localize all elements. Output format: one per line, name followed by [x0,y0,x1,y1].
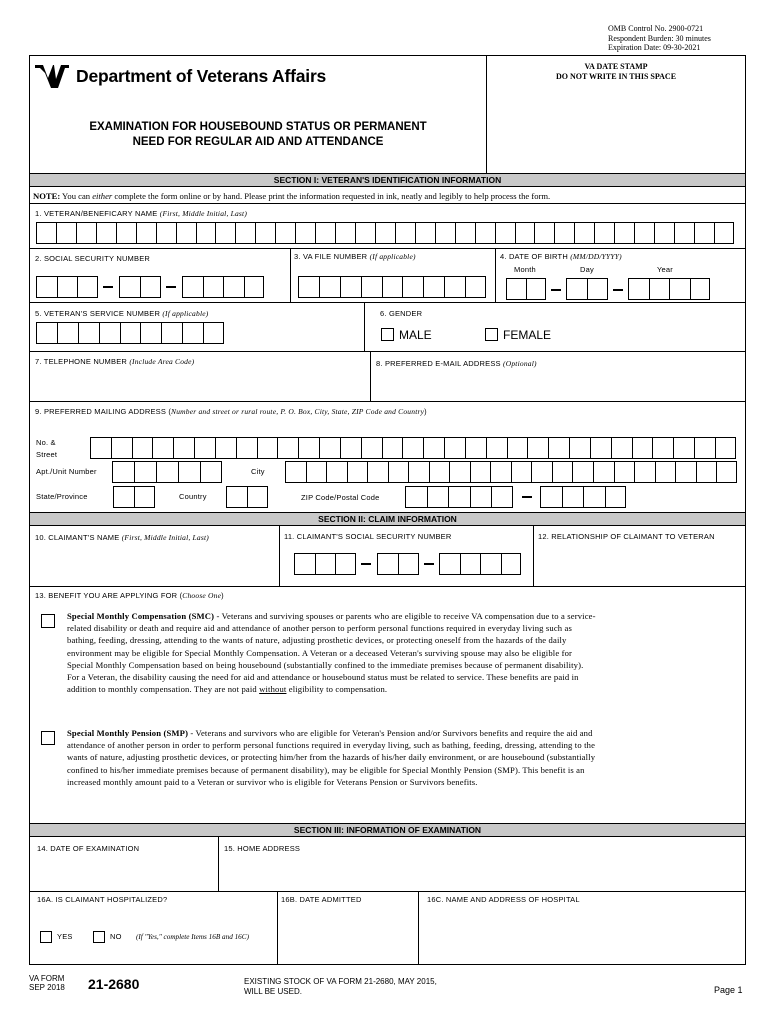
existing-stock-note: EXISTING STOCK OF VA FORM 21-2680, MAY 2015, WILL BE USED. [244,977,437,996]
char-cell[interactable] [176,222,196,244]
state-label: State/Province [36,492,88,501]
ssn-field-2[interactable] [119,276,161,298]
benefit-label: 13. BENEFIT YOU ARE APPLYING FOR (Choose One) [35,591,224,600]
char-cell[interactable] [361,276,382,298]
char-cell[interactable] [694,222,714,244]
char-cell[interactable] [367,461,388,483]
apt-label: Apt./Unit Number [36,467,97,476]
va-seal-icon [34,62,70,90]
char-cell[interactable] [455,222,475,244]
omb-control-number: OMB Control No. 2900-0721 [608,24,704,33]
char-cell[interactable] [36,322,57,344]
char-cell[interactable] [448,486,470,508]
char-cell[interactable] [480,553,501,575]
char-cell[interactable] [572,461,593,483]
char-cell[interactable] [156,222,176,244]
ssn-field-3[interactable] [182,276,264,298]
no-checkbox[interactable] [93,931,105,943]
char-cell[interactable] [587,278,608,300]
char-cell[interactable] [182,322,203,344]
char-cell[interactable] [444,437,465,459]
no-label: NO [110,932,122,941]
char-cell[interactable] [257,437,278,459]
ssn-dash [361,563,371,565]
ssn-dash [166,286,176,288]
char-cell[interactable] [223,276,244,298]
char-cell[interactable] [534,222,554,244]
char-cell[interactable] [326,461,347,483]
char-cell[interactable] [506,278,526,300]
zip-field-1[interactable] [405,486,513,508]
char-cell[interactable] [605,486,627,508]
char-cell[interactable] [634,461,655,483]
claimant-ssn-label: 11. CLAIMANT'S SOCIAL SECURITY NUMBER [284,532,452,541]
char-cell[interactable] [173,437,194,459]
omb-info [608,24,711,53]
char-cell[interactable] [540,486,562,508]
char-cell[interactable] [566,278,587,300]
char-cell[interactable] [714,222,734,244]
ssn-field-1[interactable] [36,276,98,298]
char-cell[interactable] [99,322,120,344]
page-number: Page 1 [714,985,743,995]
char-cell[interactable] [669,278,690,300]
smc-description: Special Monthly Compensation (SMC) - Veterans and surviving spouses or parents who are eligible to receive VA compensation due to a service- related disability or death and require aid and attendance of another person to perform personal functions required in everyday living such as bathing, feeding, dressing, attending to the wants of nature, adjusting prosthetic devices, or protecting oneself from the hazards of the daily environment may be eligible for Special Monthly Compensation. A Veteran or a deceased Veteran's surviving spouse may also be eligible for Special Monthly Compensation based on being housebound (substantially confined to the immediate premises because of permanent disability). For a Veteran, the disability causing the need for aid and attendance or housebound status must be related to service. These benefits are paid in addition to monthly compensation. They are not paid without eligibility to compensation. [67,611,596,695]
char-cell[interactable] [298,437,319,459]
char-cell[interactable] [515,222,535,244]
char-cell[interactable] [415,222,435,244]
char-cell[interactable] [398,553,419,575]
char-cell[interactable] [235,222,255,244]
char-cell[interactable] [96,222,116,244]
char-cell[interactable] [134,461,156,483]
char-cell[interactable] [444,276,465,298]
char-cell[interactable] [113,486,134,508]
char-cell[interactable] [507,437,528,459]
claimant-name-label: 10. CLAIMANT'S NAME (First, Middle Initial, Last) [35,533,209,542]
char-cell[interactable] [427,486,449,508]
expiration-date: Expiration Date: 09-30-2021 [608,43,701,52]
char-cell[interactable] [593,461,614,483]
char-cell[interactable] [340,437,361,459]
char-cell[interactable] [475,222,495,244]
va-file-field[interactable] [298,276,486,298]
gender-label: 6. GENDER [380,309,423,318]
form-id: VA FORM SEP 2018 [29,974,65,992]
mailing-address-label: 9. PREFERRED MAILING ADDRESS (Number and street or rural route, P. O. Box, City, State, ZIP Code and Country) [35,407,427,416]
male-checkbox[interactable] [381,328,394,341]
char-cell[interactable] [486,437,507,459]
va-file-label: 3. VA FILE NUMBER (If applicable) [294,252,416,261]
street-label: No. & Street [36,438,58,459]
char-cell[interactable] [315,222,335,244]
service-number-field[interactable] [36,322,224,344]
char-cell[interactable] [460,553,481,575]
char-cell[interactable] [57,322,78,344]
char-cell[interactable] [196,222,216,244]
char-cell[interactable] [161,322,182,344]
char-cell[interactable] [611,437,632,459]
char-cell[interactable] [36,276,57,298]
char-cell[interactable] [194,437,215,459]
char-cell[interactable] [355,222,375,244]
char-cell[interactable] [119,276,140,298]
hospital-name-label: 16C. NAME AND ADDRESS OF HOSPITAL [427,895,580,904]
date-admitted-label: 16B. DATE ADMITTED [281,895,362,904]
char-cell[interactable] [375,222,395,244]
dob-label: 4. DATE OF BIRTH (MM/DD/YYYY) [500,252,622,261]
char-cell[interactable] [574,222,594,244]
char-cell[interactable] [382,276,403,298]
char-cell[interactable] [527,437,548,459]
char-cell[interactable] [614,222,634,244]
char-cell[interactable] [395,222,415,244]
char-cell[interactable] [347,461,368,483]
char-cell[interactable] [465,276,486,298]
char-cell[interactable] [569,437,590,459]
zip-dash [522,496,532,498]
char-cell[interactable] [277,437,298,459]
char-cell[interactable] [490,461,511,483]
char-cell[interactable] [552,461,573,483]
char-cell[interactable] [200,461,222,483]
char-cell[interactable] [319,437,340,459]
char-cell[interactable] [203,322,224,344]
char-cell[interactable] [178,461,200,483]
char-cell[interactable] [76,222,96,244]
char-cell[interactable] [526,278,546,300]
char-cell[interactable] [247,486,268,508]
dob-day-field[interactable] [566,278,608,300]
street-field[interactable] [90,437,736,459]
char-cell[interactable] [491,486,513,508]
char-cell[interactable] [594,222,614,244]
char-cell[interactable] [495,222,515,244]
section-1-header: SECTION I: VETERAN'S IDENTIFICATION INFORMATION [30,173,745,187]
dob-dash [613,289,623,291]
char-cell[interactable] [90,437,111,459]
exam-date-label: 14. DATE OF EXAMINATION [37,844,140,853]
char-cell[interactable] [715,437,736,459]
section-3-header: SECTION III: INFORMATION OF EXAMINATION [30,823,745,837]
char-cell[interactable] [531,461,552,483]
char-cell[interactable] [655,461,676,483]
veteran-name-label: 1. VETERAN/BENEFICARY NAME (First, Middle Initial, Last) [35,209,248,218]
char-cell[interactable] [423,276,444,298]
char-cell[interactable] [634,222,654,244]
country-field[interactable] [226,486,268,508]
char-cell[interactable] [590,437,611,459]
char-cell[interactable] [182,276,203,298]
char-cell[interactable] [156,461,178,483]
city-field[interactable] [285,461,737,483]
char-cell[interactable] [140,276,161,298]
telephone-label: 7. TELEPHONE NUMBER (Include Area Code) [35,357,195,366]
char-cell[interactable] [690,278,711,300]
char-cell[interactable] [429,461,450,483]
char-cell[interactable] [382,437,403,459]
respondent-burden: Respondent Burden: 30 minutes [608,33,711,43]
char-cell[interactable] [56,222,76,244]
home-address-label: 15. HOME ADDRESS [224,844,301,853]
char-cell[interactable] [116,222,136,244]
char-cell[interactable] [226,486,247,508]
char-cell[interactable] [285,461,306,483]
char-cell[interactable] [215,222,235,244]
char-cell[interactable] [152,437,173,459]
char-cell[interactable] [435,222,455,244]
char-cell[interactable] [405,486,427,508]
claimant-ssn-field-2[interactable] [377,553,419,575]
char-cell[interactable] [465,437,486,459]
service-number-label: 5. VETERAN'S SERVICE NUMBER (If applicable) [35,309,209,318]
country-label: Country [179,492,207,501]
zip-label: ZIP Code/Postal Code [301,493,380,502]
char-cell[interactable] [675,461,696,483]
char-cell[interactable] [255,222,275,244]
char-cell[interactable] [696,461,717,483]
char-cell[interactable] [275,222,295,244]
smp-checkbox[interactable] [41,731,55,745]
smp-description: Special Monthly Pension (SMP) - Veterans and survivors who are eligible for Veteran's Pension and/or Survivors benefits and require the aid and attendance of another person in order to perform personal functions required in everyday living, such as bathing, feeding, dressing, attending to the wants of nature, adjusting prosthetic devices, or protecting him/her from the hazards of his/her daily environment, or are housebound (substantially confined to his/her immediate premises because of permanent disability), may be eligible for Special Monthly Pension (SMP). This benefit is an increased monthly amount paid to a Veteran or survivor who is eligible for Veterans Pension or Survivors benefits. [67,728,596,787]
char-cell[interactable] [57,276,78,298]
char-cell[interactable] [140,322,161,344]
dob-dash [551,289,561,291]
char-cell[interactable] [614,461,635,483]
agency-name: Department of Veterans Affairs [76,66,327,86]
char-cell[interactable] [315,553,336,575]
note-text: NOTE: You can either complete the form online or by hand. Please print the information requested in ink, neatly and legibly to help process the form. [33,191,551,201]
char-cell[interactable] [423,437,444,459]
char-cell[interactable] [294,553,315,575]
char-cell[interactable] [236,437,257,459]
char-cell[interactable] [77,276,98,298]
zip-field-2[interactable] [540,486,626,508]
char-cell[interactable] [562,486,584,508]
char-cell[interactable] [335,553,356,575]
ssn-dash [103,286,113,288]
char-cell[interactable] [449,461,470,483]
char-cell[interactable] [501,553,522,575]
stamp-title: VA DATE STAMP [584,62,648,71]
char-cell[interactable] [439,553,460,575]
dob-month-label: Month [514,265,536,274]
dob-month-field[interactable] [506,278,546,300]
claimant-ssn-field-3[interactable] [439,553,521,575]
char-cell[interactable] [134,486,155,508]
form-title: EXAMINATION FOR HOUSEBOUND STATUS OR PERMANENT NEED FOR REGULAR AID AND ATTENDANCE [89,121,427,148]
char-cell[interactable] [674,222,694,244]
char-cell[interactable] [340,276,361,298]
female-label: FEMALE [503,328,552,342]
dob-day-label: Day [580,265,594,274]
claimant-ssn-field-1[interactable] [294,553,356,575]
char-cell[interactable] [298,276,319,298]
char-cell[interactable] [694,437,715,459]
char-cell[interactable] [470,486,492,508]
char-cell[interactable] [511,461,532,483]
char-cell[interactable] [120,322,141,344]
char-cell[interactable] [244,276,265,298]
yes-checkbox[interactable] [40,931,52,943]
male-label: MALE [399,328,432,342]
char-cell[interactable] [554,222,574,244]
ssn-label: 2. SOCIAL SECURITY NUMBER [35,254,151,263]
apt-field[interactable] [112,461,222,483]
char-cell[interactable] [361,437,382,459]
char-cell[interactable] [402,437,423,459]
char-cell[interactable] [215,437,236,459]
hospitalized-label: 16A. IS CLAIMANT HOSPITALIZED? [37,895,168,904]
state-field[interactable] [113,486,155,508]
char-cell[interactable] [78,322,99,344]
relationship-label: 12. RELATIONSHIP OF CLAIMANT TO VETERAN [538,532,715,541]
char-cell[interactable] [583,486,605,508]
dob-year-field[interactable] [628,278,710,300]
char-cell[interactable] [136,222,156,244]
char-cell[interactable] [652,437,673,459]
ssn-dash [424,563,434,565]
email-label: 8. PREFERRED E-MAIL ADDRESS (Optional) [376,359,537,368]
char-cell[interactable] [402,276,423,298]
char-cell[interactable] [548,437,569,459]
char-cell[interactable] [470,461,491,483]
char-cell[interactable] [335,222,355,244]
smc-checkbox[interactable] [41,614,55,628]
char-cell[interactable] [654,222,674,244]
female-checkbox[interactable] [485,328,498,341]
char-cell[interactable] [112,461,134,483]
char-cell[interactable] [36,222,56,244]
char-cell[interactable] [306,461,327,483]
char-cell[interactable] [716,461,737,483]
char-cell[interactable] [649,278,670,300]
char-cell[interactable] [632,437,653,459]
char-cell[interactable] [628,278,649,300]
stamp-note: DO NOT WRITE IN THIS SPACE [555,72,677,81]
no-hint: (If "Yes," complete Items 16B and 16C) [136,933,249,941]
char-cell[interactable] [111,437,132,459]
char-cell[interactable] [203,276,224,298]
char-cell[interactable] [408,461,429,483]
char-cell[interactable] [132,437,153,459]
char-cell[interactable] [295,222,315,244]
veteran-name-field[interactable] [36,222,734,244]
char-cell[interactable] [388,461,409,483]
char-cell[interactable] [319,276,340,298]
date-stamp-area [487,62,745,82]
section-2-header: SECTION II: CLAIM INFORMATION [30,512,745,526]
dob-year-label: Year [657,265,673,274]
form-number: 21-2680 [88,976,140,992]
yes-label: YES [57,932,73,941]
char-cell[interactable] [673,437,694,459]
char-cell[interactable] [377,553,398,575]
city-label: City [251,467,265,476]
